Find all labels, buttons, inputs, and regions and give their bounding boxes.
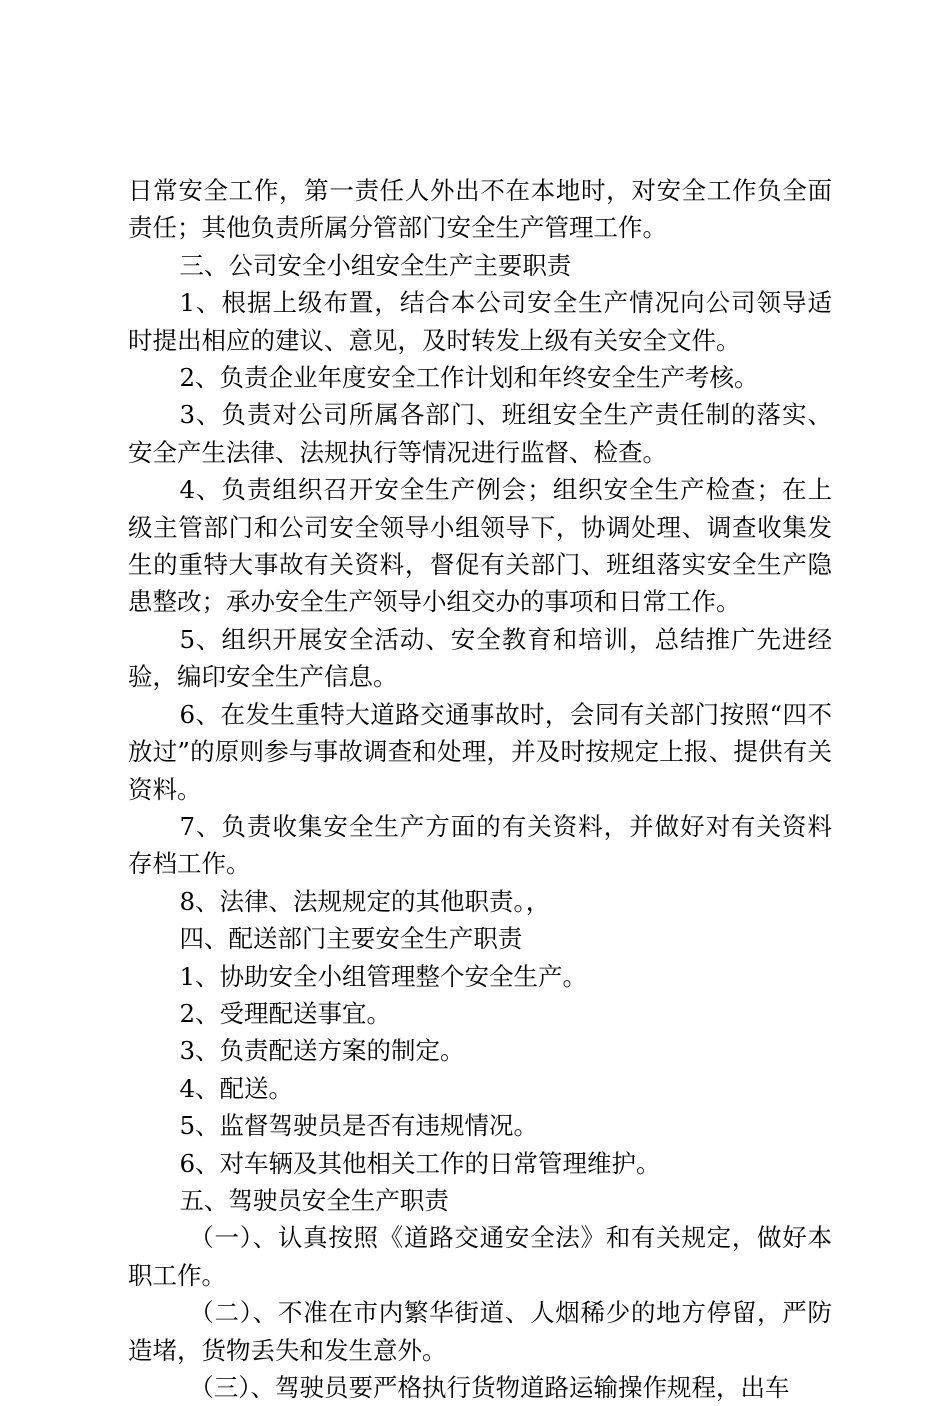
paragraph: （二）、不准在市内繁华街道、人烟稀少的地方停留，严防造堵，货物丢失和发生意外。 xyxy=(128,1298,832,1365)
paragraph: 5、监督驾驶员是否有违规情况。 xyxy=(179,1111,539,1141)
paragraph: 1、协助安全小组管理整个安全生产。 xyxy=(179,961,588,991)
paragraph: （三）、驾驶员要严格执行货物道路运输操作规程，出车 xyxy=(189,1373,790,1402)
paragraph: 3、负责配送方案的制定。 xyxy=(179,1036,465,1066)
paragraph: 5、组织开展安全活动、安全教育和培训，总结推广先进经验，编印安全生产信息。 xyxy=(128,624,832,692)
paragraph: 6、对车辆及其他相关工作的日常管理维护。 xyxy=(179,1148,661,1178)
paragraph: 8、法律、法规规定的其他职责。， xyxy=(179,886,551,916)
paragraph: 1、根据上级布置，结合本公司安全生产情况向公司领导适时提出相应的建议、意见，及时转发上级有关安全文件。 xyxy=(128,288,832,355)
paragraph: 7、负责收集安全生产方面的有关资料，并做好对有关资料存档工作。 xyxy=(128,811,832,879)
section-heading: 五、驾驶员安全生产职责 xyxy=(179,1185,449,1215)
paragraph: 日常安全工作，第一责任人外出不在本地时，对安全工作负全面责任；其他负责所属分管部门安全生产管理工作。 xyxy=(128,176,832,243)
paragraph: （一）、认真按照《道路交通安全法》和有关规定，做好本职工作。 xyxy=(128,1223,832,1290)
paragraph: 6、在发生重特大道路交通事故时，会同有关部门按照“四不放过”的原则参与事故调查和处理，并及时按规定上报、提供有关资料。 xyxy=(128,699,832,804)
paragraph: 2、负责企业年度安全工作计划和年终安全生产考核。 xyxy=(179,363,759,393)
section-heading: 四、配送部门主要安全生产职责 xyxy=(179,924,523,954)
section-heading: 三、公司安全小组安全生产主要职责 xyxy=(179,250,572,280)
paragraph: 4、负责组织召开安全生产例会；组织安全生产检查；在上级主管部门和公司安全领导小组领导下，协调处理、调查收集发生的重特大事故有关资料，督促有关部门、班组落实安全生产隐患整改；承办安全生产领导小组交办的事项和日常工作。 xyxy=(128,475,832,617)
document-body xyxy=(128,172,832,1406)
paragraph: 4、配送。 xyxy=(179,1073,294,1103)
paragraph: 3、负责对公司所属各部门、班组安全生产责任制的落实、安全产生法律、法规执行等情况进行监督、检查。 xyxy=(128,400,832,467)
paragraph: 2、受理配送事宜。 xyxy=(179,998,392,1028)
